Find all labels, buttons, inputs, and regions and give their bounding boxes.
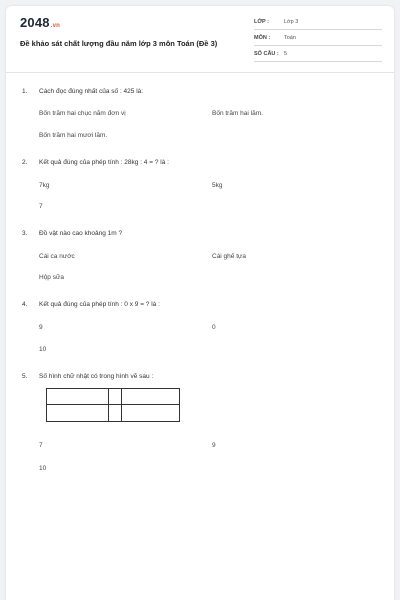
question-1-option-b[interactable]: Bốn trăm hai lăm. xyxy=(212,110,263,117)
question-5-number: 5. xyxy=(22,373,28,380)
question-2-option-c[interactable]: 7 xyxy=(39,203,43,210)
question-1-option-c[interactable]: Bốn trăm hai mươi lăm. xyxy=(39,132,108,139)
question-3-option-c[interactable]: Hộp sữa xyxy=(39,274,64,281)
figure-top-band xyxy=(46,388,180,405)
exam-header xyxy=(6,6,394,72)
question-2-number: 2. xyxy=(22,159,28,166)
question-3-option-b[interactable]: Cái ghế tựa xyxy=(212,253,246,260)
question-3-number: 3. xyxy=(22,230,28,237)
meta-subject-label: MÔN : xyxy=(254,35,271,41)
question-4-text: Kết quả đúng của phép tính : 0 x 9 = ? là : xyxy=(39,301,160,308)
question-2-text: Kết quả đúng của phép tính : 28kg : 4 = ? là : xyxy=(39,159,169,166)
question-1-number: 1. xyxy=(22,88,28,95)
meta-count-label: SỐ CÂU : xyxy=(254,51,279,57)
question-3-text: Đồ vật nào cao khoảng 1m ? xyxy=(39,230,123,237)
question-4-option-a[interactable]: 9 xyxy=(39,324,43,331)
meta-class-value: Lớp 3 xyxy=(284,19,299,25)
question-4-number: 4. xyxy=(22,301,28,308)
meta-subject xyxy=(254,33,382,46)
meta-count-value: 5 xyxy=(284,51,288,57)
meta-class-label: LỚP : xyxy=(254,19,269,25)
question-5-option-c[interactable]: 10 xyxy=(39,465,47,472)
meta-class xyxy=(254,17,382,30)
question-4-option-c[interactable]: 10 xyxy=(39,346,47,353)
question-5-text: Số hình chữ nhật có trong hình vẽ sau : xyxy=(39,373,154,380)
header-divider xyxy=(6,72,394,73)
question-5-option-a[interactable]: 7 xyxy=(39,442,43,449)
site-logo[interactable] xyxy=(20,15,60,30)
logo-text: 2048 xyxy=(20,15,50,30)
logo-suffix: .vn xyxy=(50,23,61,29)
question-2-option-b[interactable]: 5kg xyxy=(212,182,223,189)
exam-title: Đề khảo sát chất lượng đầu năm lớp 3 môn Toán (Đề 3) xyxy=(20,39,218,48)
question-3-option-a[interactable]: Cái ca nước xyxy=(39,253,75,260)
question-5-option-b[interactable]: 9 xyxy=(212,442,216,449)
question-1-text: Cách đọc đúng nhất của số : 425 là: xyxy=(39,88,144,95)
meta-subject-value: Toán xyxy=(284,35,296,41)
question-2-option-a[interactable]: 7kg xyxy=(39,182,50,189)
question-4-option-b[interactable]: 0 xyxy=(212,324,216,331)
exam-sheet xyxy=(6,6,394,600)
question-1-option-a[interactable]: Bốn trăm hai chục năm đơn vị xyxy=(39,110,126,117)
meta-count xyxy=(254,49,382,62)
rectangle-figure xyxy=(46,388,180,422)
